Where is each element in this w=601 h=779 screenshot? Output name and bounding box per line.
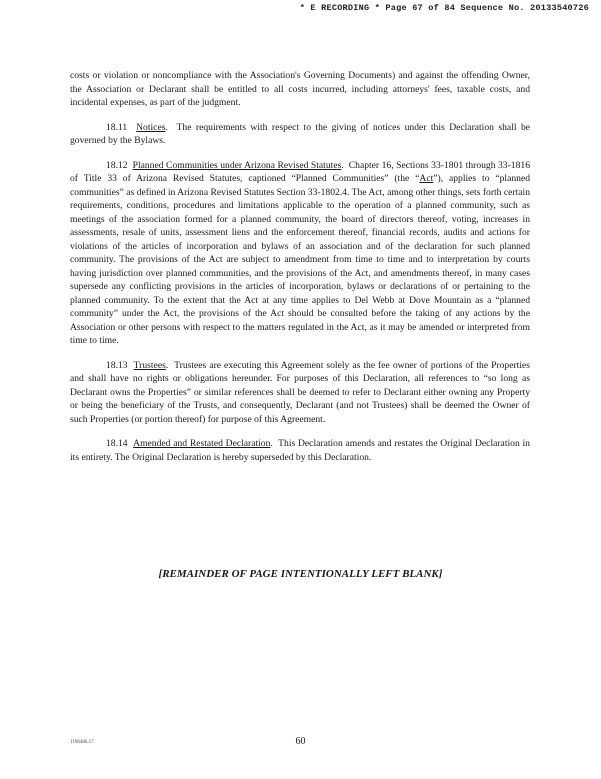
section-number: 18.14 [106, 438, 128, 449]
section-text-a: Chapter 16, Sections 33-1801 through 33-1816 of Title 33 of Arizona Revised Statutes, captioned “Planned Communities” (the “ [70, 159, 530, 184]
section-title: Planned Communities under Arizona Revised Statutes [132, 159, 342, 171]
footer-doc-id: 1196486.17 [70, 740, 94, 745]
section-number: 18.11 [106, 121, 128, 133]
section-18-12: 18.12 Planned Communities under Arizona Revised Statutes. Chapter 16, Sections 33-1801 through 33-1816 of Title 33 of Arizona Revised Statutes, captioned “Planned Communities” (the “Act”), applies to “planned communities” as defined in Arizona Revised Statutes Section 33-1802.4. The Act, among other things, sets forth certain requirements, conditions, procedures and limitations applicable to the operation of a planned community, such as meetings of the association formed for a planned community, the board of directors thereof, voting, increases in assessments, resale of units, assessment liens and the enforcement thereof, financial records, audits and actions for violations of the articles of incorporation and bylaws of an association and of the declaration for such planned community. The provisions of the Act are subject to amendment from time to time and to interpretation by courts having jurisdiction over planned communities, and the provisions of the Act, and amendments thereof, in many cases supersede any conflicting provisions in the articles of incorporation, bylaws or declarations of or pertaining to the planned community. To the extent that the Act at any time applies to Del Webb at Dove Mountain as a “planned community” under the Act, the provisions of the Act should be consulted before the taking of any actions by the Association or other persons with respect to the matters regulated in the Act, as it may be amended or interpreted from time to time. [70, 159, 530, 346]
section-number: 18.13 [106, 359, 128, 371]
section-text: Trustees are executing this Agreement solely as the fee owner of portions of the Properties and shall have no rights or obligations hereunder. For purposes of this Declaration, all references to “so long as Declarant owns the Properties” or similar references shall be deemed to refer to Declarant either owning any Property or being the beneficiary of the Trusts, and consequently, Declarant (and not Trustees) shall be deemed the Owner of such Properties (or portion thereof) for purpose of this Agreement. [70, 359, 531, 425]
act-defined-term: Act [419, 173, 434, 184]
section-title: Trustees [133, 359, 166, 371]
remainder-blank-notice: [REMAINDER OF PAGE INTENTIONALLY LEFT BLANK] [158, 568, 443, 580]
section-text: This Declaration amends and restates the Original Declaration in its entirety. The Original Declaration is hereby superseded by this Declaration. [70, 438, 530, 463]
section-18-14: 18.14 Amended and Restated Declaration. This Declaration amends and restates the Original Declaration in its entirety. The Original Declaration is hereby superseded by this Declaration. [70, 438, 530, 463]
section-title: Notices [136, 121, 166, 133]
section-18-11: 18.11 Notices. The requirements with respect to the giving of notices under this Declaration shall be governed by the Bylaws. [70, 121, 530, 146]
document-body [70, 69, 530, 475]
section-number: 18.12 [106, 159, 128, 171]
recording-stamp: * E RECORDING * Page 67 of 84 Sequence No. 20133540726 [299, 3, 589, 13]
section-title: Amended and Restated Declaration [133, 438, 271, 449]
continuation-paragraph: costs or violation or noncompliance with the Association's Governing Documents) and against the offending Owner, the Association or Declarant shall be entitled to all costs incurred, including attorneys' fees, taxable costs, and incidental expenses, as part of the judgment. [70, 70, 530, 108]
section-text-b: ”), applies to “planned communities” as defined in Arizona Revised Statutes Section 33-1802.4. The Act, among other things, sets forth certain requirements, conditions, procedures and limitations applicable to the operation of a planned community, such as meetings of the association formed for a planned community, the board of directors thereof, voting, increases in assessments, resale of units, assessment liens and the enforcement thereof, financial records, audits and actions for violations of the articles of incorporation and bylaws of an association and of the declaration for such planned community. The provisions of the Act are subject to amendment from time to time and to interpretation by courts having jurisdiction over planned communities, and the provisions of the Act, and amendments thereof, in many cases supersede any conflicting provisions in the articles of incorporation, bylaws or declarations of or pertaining to the planned community. To the extent that the Act at any time applies to Del Webb at Dove Mountain as a “planned community” under the Act, the provisions of the Act should be consulted before the taking of any actions by the Association or other persons with respect to the matters regulated in the Act, as it may be amended or interpreted from time to time. [70, 173, 530, 346]
section-text: The requirements with respect to the giving of notices under this Declaration shall be governed by the Bylaws. [70, 121, 530, 146]
section-18-13: 18.13 Trustees. Trustees are executing this Agreement solely as the fee owner of portions of the Properties and shall have no rights or obligations hereunder. For purposes of this Declaration, all references to “so long as Declarant owns the Properties” or similar references shall be deemed to refer to Declarant either owning any Property or being the beneficiary of the Trusts, and consequently, Declarant (and not Trustees) shall be deemed the Owner of such Properties (or portion thereof) for purpose of this Agreement. [70, 359, 531, 425]
page-number: 60 [295, 736, 306, 747]
